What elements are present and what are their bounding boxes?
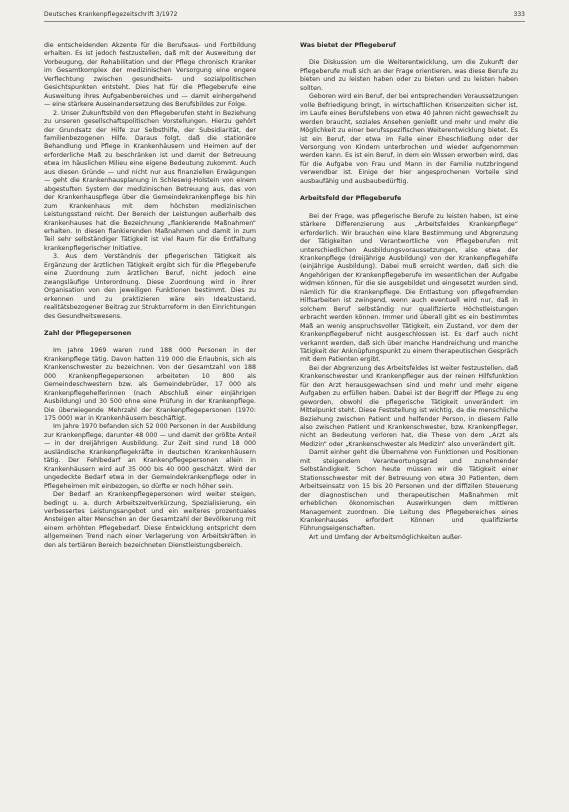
- left-column: [44, 42, 256, 804]
- paragraph: Im Jahre 1970 befanden sich 52 000 Personen in der Ausbildung zur Krankenpflege, darunter 48 000 — und damit der größte Anteil — in der dreijährigen Ausbildung. Zur Zeit sind rund 18 000 ausländische Krankenpflegekräfte in deutschen Krankenhäusern tätig. Der Fehlbedarf an Krankenpflegepersonen allein in Krankenhäusern wird auf 35 000 bis 40 000 geschätzt. Wird der ungedeckte Bedarf etwa in der Gemeindekrankenpflege oder in Pflegeheimen mit einbezogen, so dürfte er noch höher sein.: [44, 423, 256, 490]
- paragraph: 2. Unser Zukunftsbild von den Pflegeberufen steht in Beziehung zu unseren gesellschaftspolitischen Vorstellungen. Hierzu gehört der Grundsatz der Hilfe zur Selbsthilfe, der Subsidiarität, der familienbezogenen Hilfe. Daraus folgt, daß die stationäre Behandlung und Pflege in Krankenhäusern und Heimen auf der erforderliche Maß zu beschränken ist und damit der Betreuung etwa im häuslichen Milieu eine eigene Bedeutung zukommt. Auch aus diesen Gründe — und nicht nur aus finanziellen Erwägungen — geht die Krankenhausplanung in Schleswig-Holstein von einem abgestuften System der medizinischen Betreuung aus, das von der Krankenhauspflege über die Gemeindekrankenpflege bis hin zum Krankenhaus mit dem höchsten medizinischen Leistungsstand reicht. Der Bereich der Leistungen außerhalb des Krankenhauses hat die Bezeichnung „flankierende Maßnahmen“ erhalten. In diesen flankierenden Maßnahmen und damit in zum Teil sehr selbständiger Tätigkeit ist viel Raum für die Entfaltung krankenpflegerischer Initiative.: [44, 109, 256, 252]
- paragraph: Bei der Frage, was pflegerische Berufe zu leisten haben, ist eine stärkere Differenzierung aus „Arbeitsfeldes Krankenpflege“ erforderlich. Wir brauchen eine klare Bestimmung und Abgrenzung der Tätigkeiten und Verantwortliche von Pflegeberufen mit unterschiedlichen Ausbildungsvoraussetzungen, also etwa der Krankenpflege (dreijährige Ausbildung) von der Krankenpflegehilfe (einjährige Ausbildung). Dabei muß erreicht werden, daß sich die Angehörigen der Krankenpflegeberufe im wesentlichen der Aufgabe widmen können, für die sie ausgebildet und eingesetzt wurden sind, nämlich für die Krankenpflege. Die Entlastung von pflegefremden Hilfsarbeiten ist zwingend, wenn auch eventuell wird nur, daß in solchem Beruf selbständig nur qualifizierte Höchstleistungen erbracht werden können. Immer und überall gibt es ein bestimmtes Maß an wenig anspruchsvoller Tätigkeit, ein Zustand, vor dem der Krankenpflegeberuf nicht ausgeschlossen ist. Es darf auch nicht verkannt werden, daß sich über manche Handreichung und manche Tätigkeit der Anknüpfungspunkt zu einem therapeutischen Gespräch mit dem Patienten ergibt.: [300, 212, 518, 364]
- paragraph: Der Bedarf an Krankenpflegepersonen wird weiter steigen, bedingt u. a. durch Arbeitszeitverkürzung, Spezialisierung, ein verbessertes Leistungsangebot und ein weiteres prozentuales Ansteigen alter Menschen an der Gesamtzahl der Bevölkerung mit einem erhöhten Pflegebedarf. Diese Entwicklung entspricht dem allgemeinen Trend nach einer Verlagerung von Arbeitskräften in den als tertiären Bereich bezeichneten Dienstleistungsbereich.: [44, 491, 256, 549]
- page-header: [44, 11, 525, 21]
- right-column: [300, 42, 518, 804]
- section-heading: Was bietet der Pflegeberuf: [300, 42, 396, 49]
- paragraph: Art und Umfang der Arbeitsmöglichkeiten außer-: [309, 533, 463, 541]
- paragraph: die entscheidenden Akzente für die Berufsaus- und Fortbildung erhalten. Es ist jedoch festzustellen, daß mit der Ausweitung der Vorbeugung, der Rehabilitation und der Pflege chronisch Kranker im Gesamtkomplex der medizinischen Versorgung eine engere Verflechtung zwischen gesundheits- und sozialpolitischen Gesichtspunkten entsteht. Dies hat für die Pflegeberufe eine Ausweitung ihres Aufgabenbereiches und — damit einhergehend — eine stärkere Auseinandersetzung des Berufsbildes zur Folge.: [44, 42, 256, 109]
- section-heading: Arbeitsfeld der Pflegeberufe: [300, 195, 402, 203]
- page-number: 333: [513, 11, 525, 18]
- paragraph: Im Jahre 1969 waren rund 188 000 Personen in der Krankenpflege tätig. Davon hatten 119 000 die Erlaubnis, sich als Krankenschwester zu bezeichnen. Von der Gesamtzahl von 188 000 Krankenpflegepersonen arbeiteten 10 800 als Gemeindeschwestern bzw. als Gemeindebrüder, 17 000 als Krankenpflegehelferinnen (nach Abschluß einer einjährigen Ausbildung) und 30 500 ohne eine Prüfung in der Krankenpflege. Die überwiegende Mehrzahl der Krankenpflegepersonen (1970: 175 000) war in Krankenhäusern beschäftigt.: [44, 347, 256, 423]
- section-heading: Zahl der Pflegepersonen: [44, 329, 132, 337]
- header-divider: [44, 21, 525, 22]
- paragraph: Die Diskussion um die Weiterentwicklung, um die Zukunft der Pflegeberufe muß sich an der Frage orientieren, was diese Berufe zu bieten und zu leisten haben oder zu bieten und zu leisten haben sollten.: [300, 59, 518, 92]
- paragraph: Damit einher geht die Übernahme von Funktionen und Positionen mit steigendem Verantwortungsgrad und zunehmender Selbständigkeit. Schon heute müssen wir die Tätigkeit einer Stationsschwester mit der Betreuung von etwa 30 Patienten, dem Arbeitseinsatz von 15 bis 20 Personen und der diffizilen Steuerung der diagnostischen und therapeutischen Maßnahmen mit erheblichen ökonomischen Auswirkungen dem mittleren Management zuordnen. Die Leitung des Pflegebereiches eines Krankenhauses erfordert Können und qualifizierte Führungseigenschaften.: [300, 449, 518, 533]
- paragraph: Bei der Abgrenzung des Arbeitsfeldes ist weiter festzustellen, daß Krankenschwester und Krankenpfleger aus der reinen Hilfsfunktion für den Arzt herausgewachsen sind und mehr und mehr eigene Aufgaben zu erfüllen haben. Dabei ist der Begriff der Pflege zu eng geworden, obwohl die pflegerische Tätigkeit unverändert im Mittelpunkt steht. Diese Feststellung ist wichtig, da die menschliche Beziehung zwischen Patient und helfender Person, in diesem Falle also zwischen Patient und Krankenschwester, bzw. Krankenpfleger, nicht an Bedeutung verloren hat, die These von dem „Arzt als Medizin“ oder „Krankenschwester als Medizin“ also unverändert gilt.: [300, 364, 518, 448]
- journal-title: Deutsches Krankenpflegezeitschrift 3/1972: [44, 11, 178, 18]
- paragraph: 3. Aus dem Verständnis der pflegerischen Tätigkeit als Ergänzung der ärztlichen Tätigkeit ergibt sich für die Pflegeberufe eine Zuordnung zum ärztlichen Beruf, nicht jedoch eine zwangsläufige Unterordnung. Diese Zuordnung wird in ihrer Organisation von den jeweiligen Funktionen bestimmt. Dies zu erkennen und zu praktizieren wäre ein Idealzustand, realitätsbezogener Beitrag zur Strukturreform in den Einrichtungen des Gesundheitswesens.: [44, 253, 256, 320]
- paragraph: Geboren wird ein Beruf, der bei entsprechenden Voraussetzungen volle Befriedigung bringt, in wirtschaftlichen Krisenzeiten sicher ist, im Laufe eines Berufslebens von etwa 40 Jahren nicht gewechselt zu werden braucht, soziales Ansehen genießt und mehr und mehr die Möglichkeit zu einer berufsspezifischen Weiterentwicklung bietet. Es ist ein Beruf, der etwa im Falle einer Eheschließung oder der Versorgung von Kindern unterbrochen und wieder aufgenommen werden kann. Es ist ein Beruf, in dem ein Wissen erworben wird, das für die Aufgabe von Frau und Mann in der Familie nutzbringend verwendbar ist. Einige der hier angesprochenen Vorteile sind ausbaufähig und ausbaubedürftig.: [300, 93, 518, 185]
